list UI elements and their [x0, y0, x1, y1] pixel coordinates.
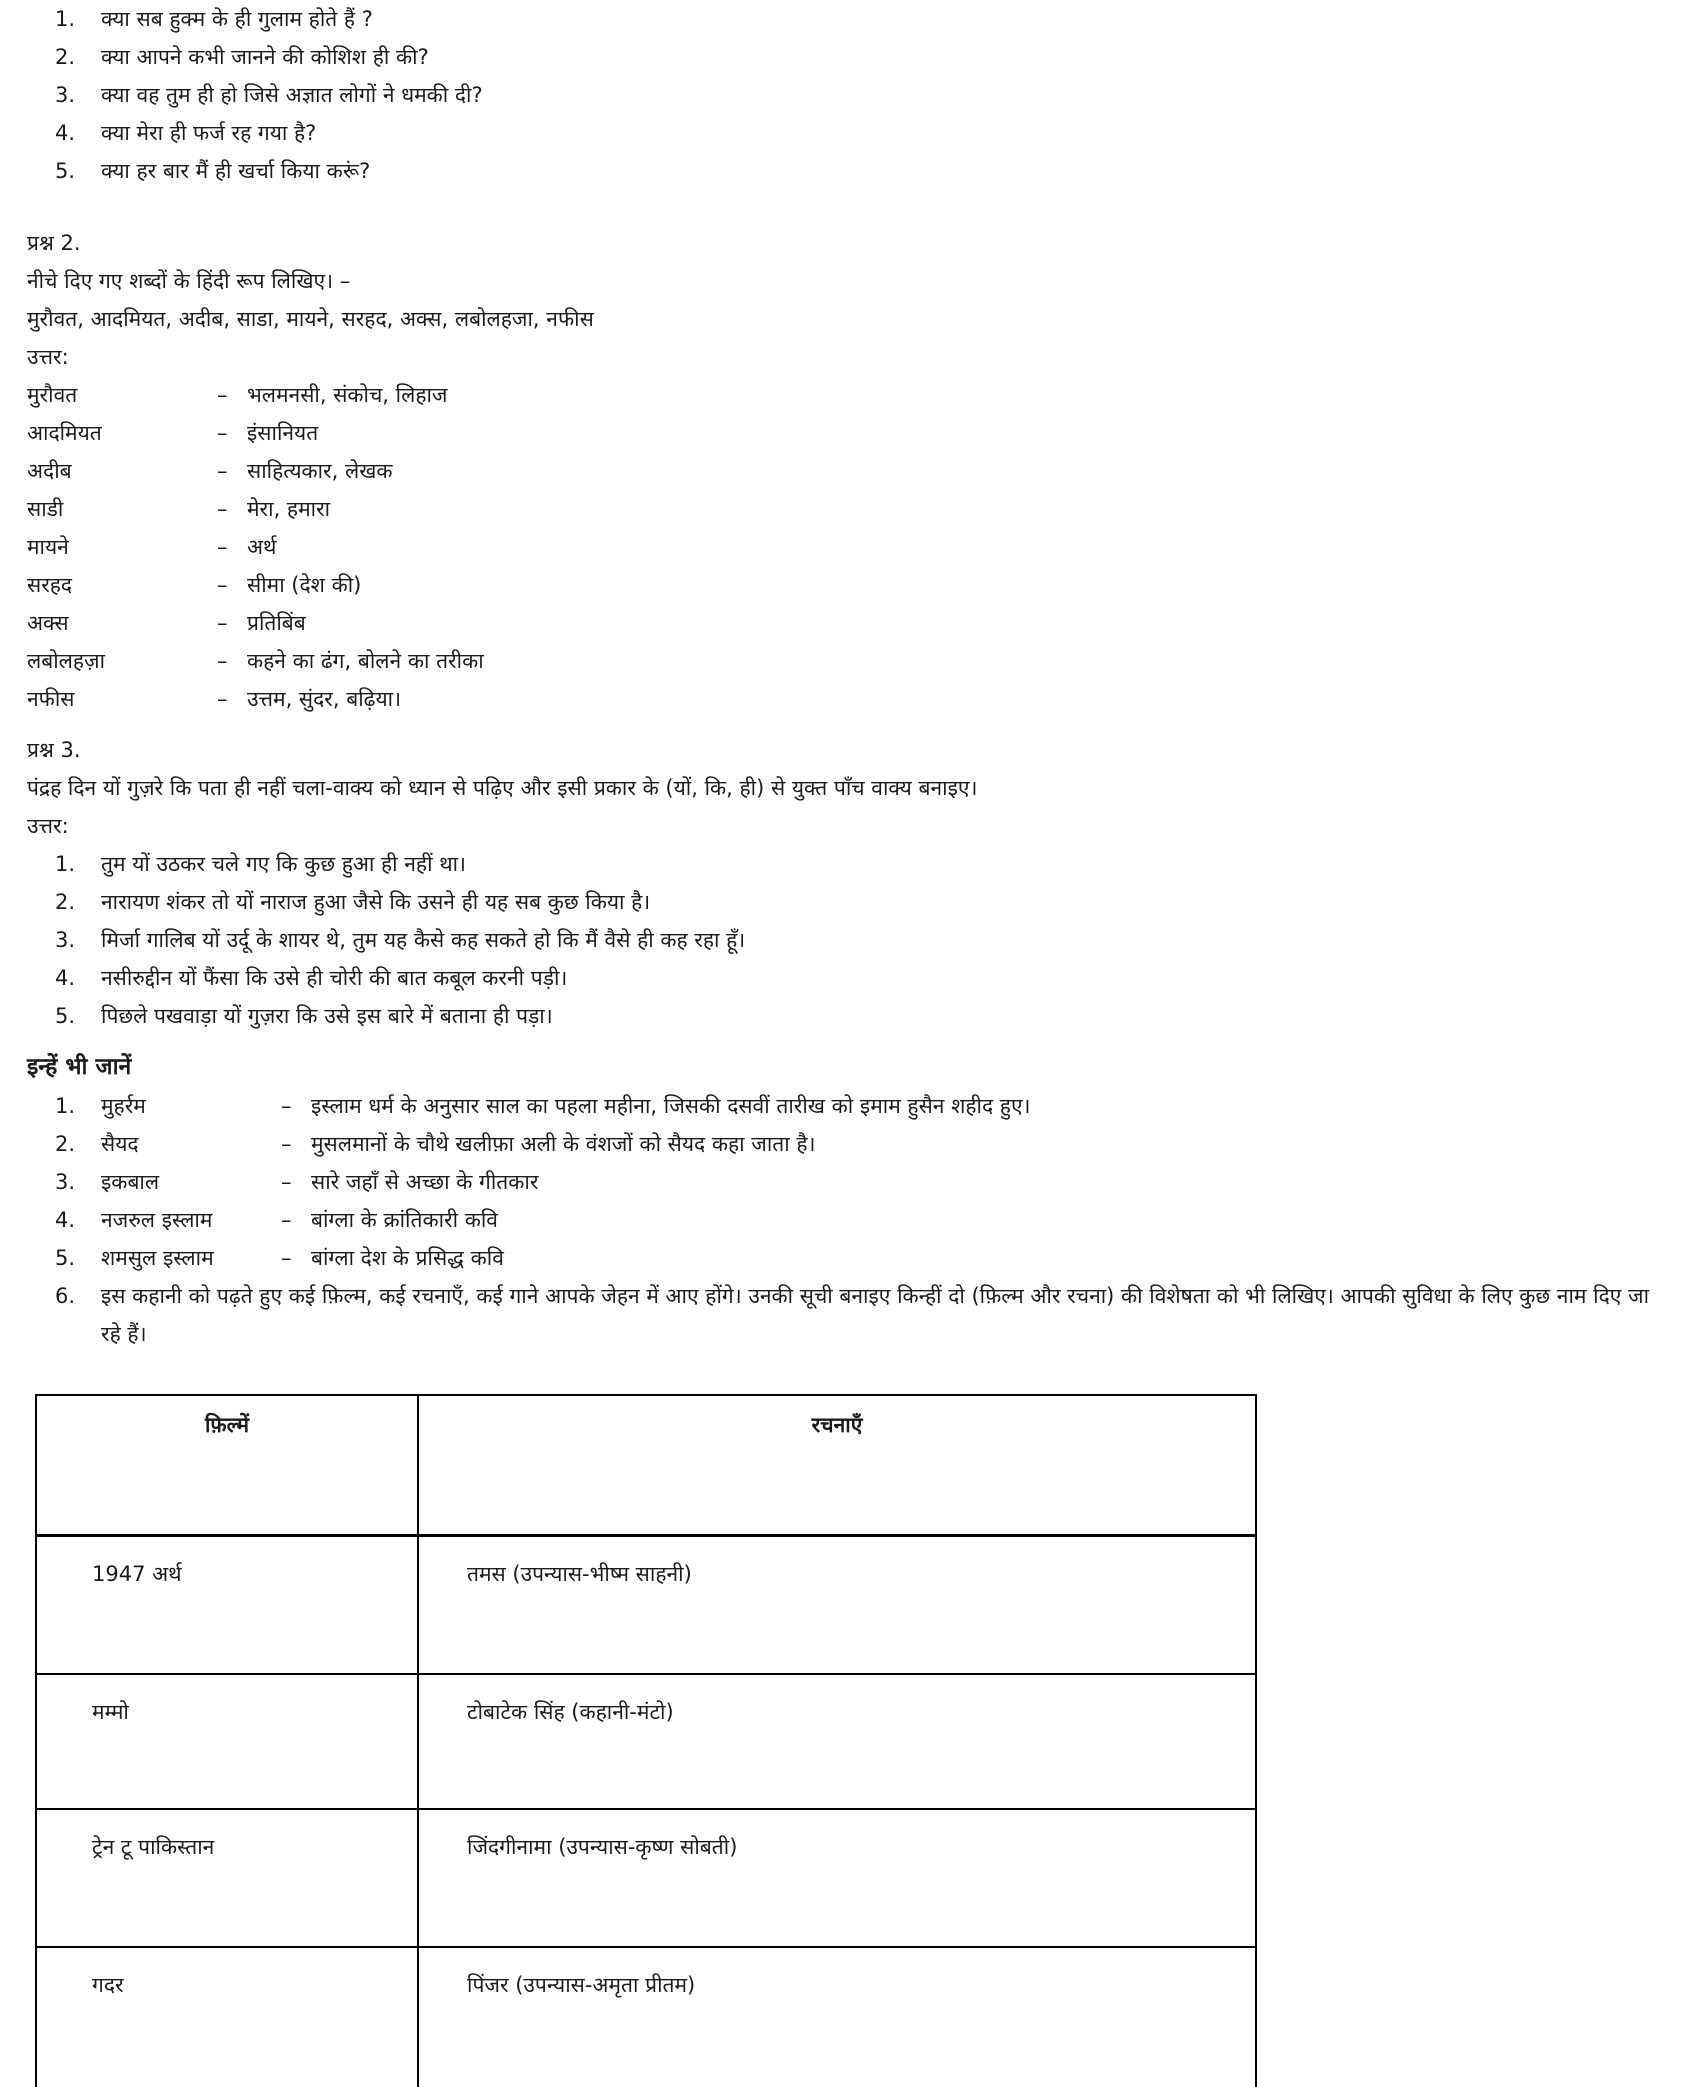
item-number: 5.	[55, 1246, 76, 1270]
definition-term: नफीस	[27, 687, 75, 711]
definition-row	[27, 528, 1650, 566]
dash: –	[217, 535, 228, 559]
item-text: क्या आपने कभी जानने की कोशिश ही की?	[101, 45, 429, 69]
dash: –	[217, 421, 228, 445]
definition-row	[27, 566, 1650, 604]
item-number: 5.	[55, 159, 76, 183]
definition-term: अक्स	[27, 611, 69, 635]
dash: –	[217, 573, 228, 597]
table-cell-work: तमस (उपन्यास-भीष्म साहनी)	[418, 1536, 1256, 1675]
item-text: इस्लाम धर्म के अनुसार साल का पहला महीना, जिसकी दसवीं तारीख को इमाम हुसैन शहीद हुए।	[311, 1094, 1031, 1118]
table-cell-film: 1947 अर्थ	[36, 1536, 418, 1675]
list-item	[55, 114, 1650, 152]
definition-row	[27, 414, 1650, 452]
list-item	[55, 0, 1650, 38]
table-header-films: फ़िल्में	[36, 1395, 418, 1536]
item-number: 3.	[55, 928, 76, 952]
item-number: 4.	[55, 121, 76, 145]
item-number: 1.	[55, 852, 76, 876]
list-item	[55, 38, 1650, 76]
definition-list	[27, 376, 1650, 718]
table-cell-film: गदर	[36, 1947, 418, 2087]
list-item	[55, 1163, 1650, 1201]
definition-row	[27, 604, 1650, 642]
dash: –	[217, 497, 228, 521]
definition-term: आदमियत	[27, 421, 102, 445]
item-term: शमसुल इस्लाम	[101, 1246, 214, 1270]
list-item	[55, 997, 1650, 1035]
definition-row	[27, 376, 1650, 414]
question2-intro: नीचे दिए गए शब्दों के हिंदी रूप लिखिए। –	[27, 269, 351, 293]
item-number: 6.	[55, 1284, 76, 1308]
item-number: 3.	[55, 83, 76, 107]
item-text: नारायण शंकर तो यों नाराज हुआ जैसे कि उसने ही यह सब कुछ किया है।	[101, 890, 651, 914]
question2-word-list: मुरौवत, आदमियत, अदीब, साडा, मायने, सरहद, अक्स, लबोलहजा, नफीस	[27, 307, 594, 331]
question1-answer-list	[27, 0, 1650, 190]
table-cell-work: पिंजर (उपन्यास-अमृता प्रीतम)	[418, 1947, 1256, 2087]
know-more-heading: इन्हें भी जानें	[27, 1054, 132, 1080]
definition-meaning: उत्तम, सुंदर, बढ़िया।	[247, 687, 402, 711]
item-text: मिर्जा गालिब यों उर्दू के शायर थे, तुम यह कैसे कह सकते हो कि मैं वैसे ही कह रहा हूँ।	[101, 928, 746, 952]
dash: –	[281, 1132, 292, 1156]
list-item	[55, 883, 1650, 921]
answer-label: उत्तर:	[27, 814, 69, 838]
item-number: 4.	[55, 966, 76, 990]
item-text: तुम यों उठकर चले गए कि कुछ हुआ ही नहीं था।	[101, 852, 467, 876]
item-text: पिछले पखवाड़ा यों गुज़रा कि उसे इस बारे में बताना ही पड़ा।	[101, 1004, 553, 1028]
item-term: नजरुल इस्लाम	[101, 1208, 213, 1232]
films-works-table	[35, 1394, 1257, 2087]
item-text: मुसलमानों के चौथे खलीफ़ा अली के वंशजों को सैयद कहा जाता है।	[311, 1132, 816, 1156]
list-item	[55, 1239, 1650, 1277]
item-text: सारे जहाँ से अच्छा के गीतकार	[311, 1170, 539, 1194]
definition-meaning: इंसानियत	[247, 421, 319, 445]
dash: –	[217, 649, 228, 673]
table-row	[36, 1674, 1256, 1809]
question3-intro: पंद्रह दिन यों गुज़रे कि पता ही नहीं चला-वाक्य को ध्यान से पढ़िए और इसी प्रकार के (यों, कि, ही) से युक्त पाँच वाक्य बनाइए।	[27, 776, 978, 800]
definition-term: सरहद	[27, 573, 73, 597]
answer-label: उत्तर:	[27, 345, 69, 369]
table-row	[36, 1947, 1256, 2087]
item-term: मुहर्रम	[101, 1094, 146, 1118]
item-term: सैयद	[101, 1132, 139, 1156]
list-item	[55, 1201, 1650, 1239]
definition-term: मुरौवत	[27, 383, 78, 407]
item-number: 5.	[55, 1004, 76, 1028]
definition-term: अदीब	[27, 459, 72, 483]
item-text: बांग्ला के क्रांतिकारी कवि	[311, 1208, 498, 1232]
definition-row	[27, 452, 1650, 490]
definition-meaning: मेरा, हमारा	[247, 497, 331, 521]
list-item	[55, 152, 1650, 190]
list-item	[55, 1125, 1650, 1163]
item-text: बांग्ला देश के प्रसिद्ध कवि	[311, 1246, 504, 1270]
item-text: क्या सब हुक्म के ही गुलाम होते हैं ?	[101, 7, 373, 31]
item-number: 2.	[55, 1132, 76, 1156]
definition-meaning: कहने का ढंग, बोलने का तरीका	[247, 649, 484, 673]
item-text: नसीरुद्दीन यों फैंसा कि उसे ही चोरी की बात कबूल करनी पड़ी।	[101, 966, 568, 990]
list-item	[55, 845, 1650, 883]
definition-meaning: प्रतिबिंब	[247, 611, 306, 635]
list-item	[55, 921, 1650, 959]
item-text: क्या वह तुम ही हो जिसे अज्ञात लोगों ने धमकी दी?	[101, 83, 483, 107]
definition-row	[27, 490, 1650, 528]
item-number: 2.	[55, 45, 76, 69]
list-item	[55, 1087, 1650, 1125]
item-number: 1.	[55, 1094, 76, 1118]
table-header-row	[36, 1395, 1256, 1536]
table-cell-film: मम्मो	[36, 1674, 418, 1809]
question3-answer-list	[27, 845, 1650, 1035]
list-item	[55, 959, 1650, 997]
dash: –	[281, 1208, 292, 1232]
definition-meaning: भलमनसी, संकोच, लिहाज	[247, 383, 448, 407]
item-text: इस कहानी को पढ़ते हुए कई फ़िल्म, कई रचनाएँ, कई गाने आपके जेहन में आए होंगे। उनकी सूची बनाइए किन्हीं दो (फ़िल्म और रचना) की विशेषता को भी लिखिए। आपकी सुविधा के लिए कुछ नाम दिए जा रहे हैं।	[101, 1284, 1650, 1346]
dash: –	[281, 1246, 292, 1270]
definition-term: साडी	[27, 497, 64, 521]
table-header-works: रचनाएँ	[418, 1395, 1256, 1536]
definition-term: लबोलहज़ा	[27, 649, 106, 673]
dash: –	[217, 687, 228, 711]
dash: –	[281, 1170, 292, 1194]
list-item	[55, 76, 1650, 114]
definition-term: मायने	[27, 535, 69, 559]
question2-label: प्रश्न 2.	[27, 231, 81, 255]
item-text: क्या मेरा ही फर्ज रह गया है?	[101, 121, 317, 145]
item-number: 3.	[55, 1170, 76, 1194]
item-text: क्या हर बार मैं ही खर्चा किया करूं?	[101, 159, 371, 183]
definition-meaning: अर्थ	[247, 535, 277, 559]
definition-row	[27, 642, 1650, 680]
dash: –	[217, 611, 228, 635]
table-cell-work: टोबाटेक सिंह (कहानी-मंटो)	[418, 1674, 1256, 1809]
item-number: 1.	[55, 7, 76, 31]
know-more-list	[27, 1087, 1650, 1353]
dash: –	[281, 1094, 292, 1118]
dash: –	[217, 383, 228, 407]
dash: –	[217, 459, 228, 483]
item-number: 2.	[55, 890, 76, 914]
list-item	[55, 1277, 1650, 1353]
table-cell-work: जिंदगीनामा (उपन्यास-कृष्ण सोबती)	[418, 1809, 1256, 1947]
definition-meaning: साहित्यकार, लेखक	[247, 459, 393, 483]
table-row	[36, 1809, 1256, 1947]
item-number: 4.	[55, 1208, 76, 1232]
table-cell-film: ट्रेन टू पाकिस्तान	[36, 1809, 418, 1947]
item-term: इकबाल	[101, 1170, 160, 1194]
question3-label: प्रश्न 3.	[27, 738, 81, 762]
table-row	[36, 1536, 1256, 1675]
definition-row	[27, 680, 1650, 718]
definition-meaning: सीमा (देश की)	[247, 573, 362, 597]
